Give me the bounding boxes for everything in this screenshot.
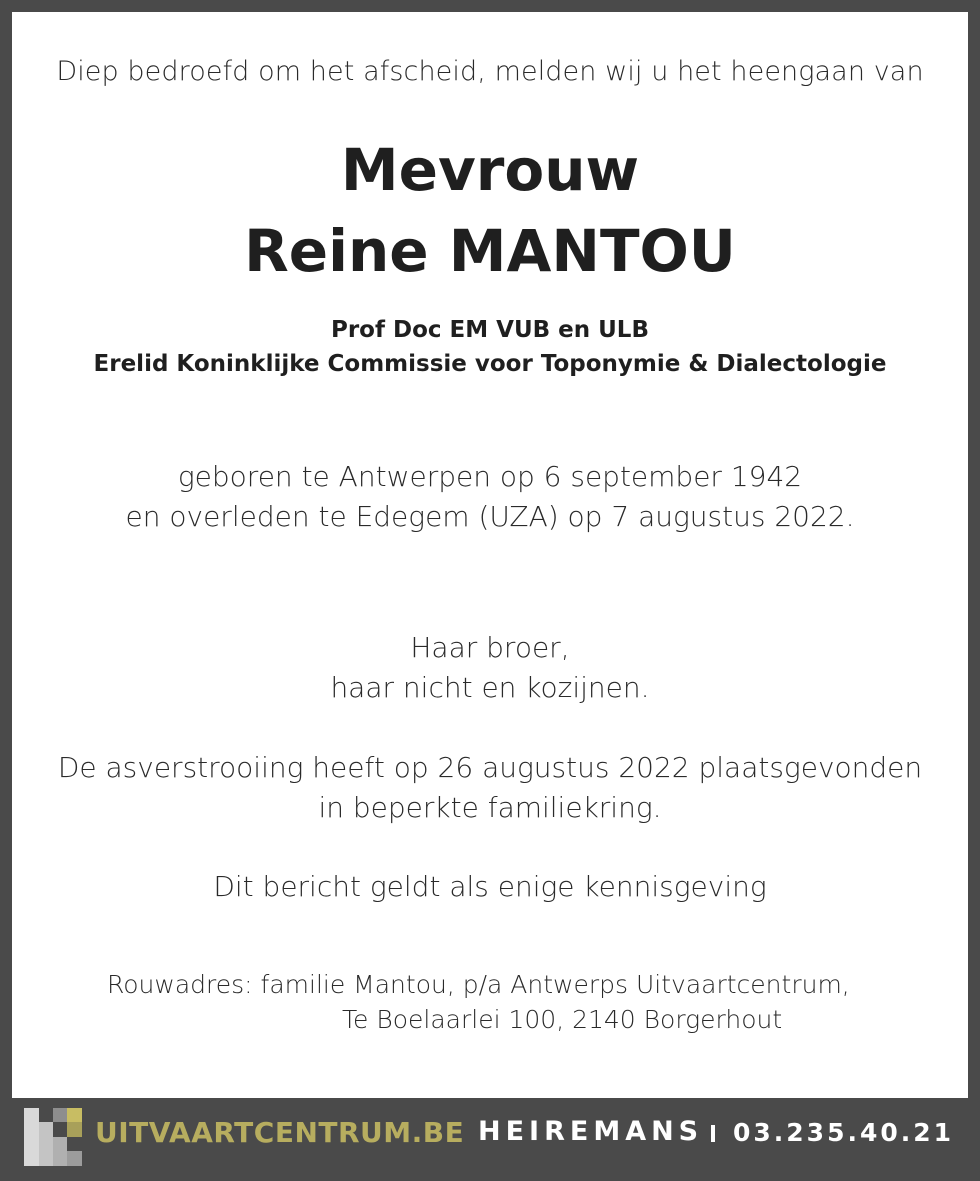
phone-number: 03.235.40.21: [733, 1118, 955, 1147]
company-name: HEIREMANS: [478, 1116, 704, 1147]
ashes-line-2: in beperkte familiekring.: [318, 791, 662, 824]
mourning-address-line-2: Te Boelaarlei 100, 2140 Borgerhout: [342, 1005, 783, 1034]
mourning-address-line-1: Rouwadres: familie Mantou, p/a Antwerps Uitvaartcentrum,: [107, 970, 850, 999]
uitvaartcentrum-logo-icon: [24, 1108, 82, 1166]
footer-bar: [0, 1098, 980, 1181]
birth-details: geboren te Antwerpen op 6 september 1942: [177, 460, 803, 493]
deceased-name: Reine MANTOU: [244, 217, 736, 285]
separator-bar: [711, 1125, 715, 1142]
obituary-card: [12, 12, 968, 1098]
deceased-profession: Prof Doc EM VUB en ULB: [330, 317, 649, 343]
brand-website: UITVAARTCENTRUM.BE: [95, 1116, 465, 1149]
ashes-line-1: De asverstrooiing heeft op 26 augustus 2022 plaatsgevonden: [57, 751, 923, 784]
deceased-honorary-role: Erelid Koninklijke Commissie voor Toponymie & Dialectologie: [93, 351, 887, 377]
family-line-2: haar nicht en kozijnen.: [330, 671, 650, 704]
only-notice-text: Dit bericht geldt als enige kennisgeving: [213, 870, 767, 903]
family-line-1: Haar broer,: [410, 631, 570, 664]
intro-text: Diep bedroefd om het afscheid, melden wij u het heengaan van: [56, 56, 924, 87]
death-details: en overleden te Edegem (UZA) op 7 augustus 2022.: [125, 500, 855, 533]
deceased-title: Mevrouw: [340, 136, 640, 204]
